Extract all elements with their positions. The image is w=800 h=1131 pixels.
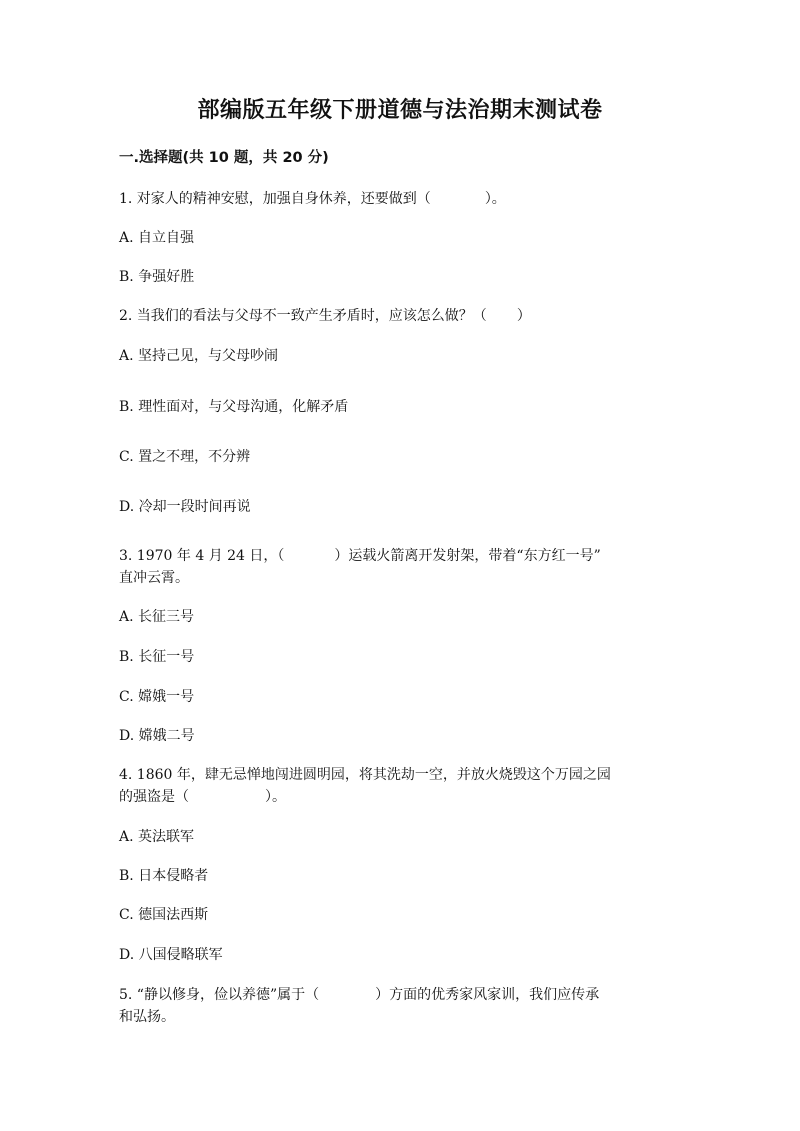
- question-2-option-d: D. 冷却一段时间再说: [119, 499, 251, 515]
- question-1-option-b: B. 争强好胜: [119, 269, 195, 285]
- question-3-stem: 3. 1970 年 4 月 24 日，（ ）运载火箭离开发射架，带着“东方红一号” 直冲云霄。: [119, 548, 601, 586]
- question-4-option-d: D. 八国侵略联军: [119, 947, 223, 963]
- question-4-stem: 4. 1860 年，肆无忌惮地闯进圆明园，将其洗劫一空，并放火烧毁这个万园之园 的强盗是（ ）。: [119, 767, 611, 805]
- question-3-option-c: C. 嫦娥一号: [119, 689, 195, 705]
- question-2-option-c: C. 置之不理，不分辨: [119, 449, 251, 465]
- question-4-option-b: B. 日本侵略者: [119, 868, 209, 884]
- question-2-stem: 2. 当我们的看法与父母不一致产生矛盾时，应该怎么做？（ ）: [119, 308, 531, 324]
- question-3-option-d: D. 嫦娥二号: [119, 728, 195, 744]
- section-heading: 一.选择题(共 10 题，共 20 分): [119, 150, 329, 166]
- document-title: 部编版五年级下册道德与法治期末测试卷: [197, 98, 603, 123]
- question-4-option-a: A. 英法联军: [119, 829, 195, 845]
- question-2-option-b: B. 理性面对，与父母沟通，化解矛盾: [119, 399, 349, 415]
- question-2-option-a: A. 坚持己见，与父母吵闹: [119, 348, 279, 364]
- question-1-option-a: A. 自立自强: [119, 230, 195, 246]
- question-3-option-a: A. 长征三号: [119, 609, 195, 625]
- question-3-option-b: B. 长征一号: [119, 649, 195, 665]
- question-4-option-c: C. 德国法西斯: [119, 907, 209, 923]
- question-1-stem: 1. 对家人的精神安慰，加强自身休养，还要做到（ ）。: [119, 191, 506, 207]
- question-5-stem: 5. “静以修身，俭以养德”属于（ ）方面的优秀家风家训，我们应传承 和弘扬。: [119, 987, 600, 1025]
